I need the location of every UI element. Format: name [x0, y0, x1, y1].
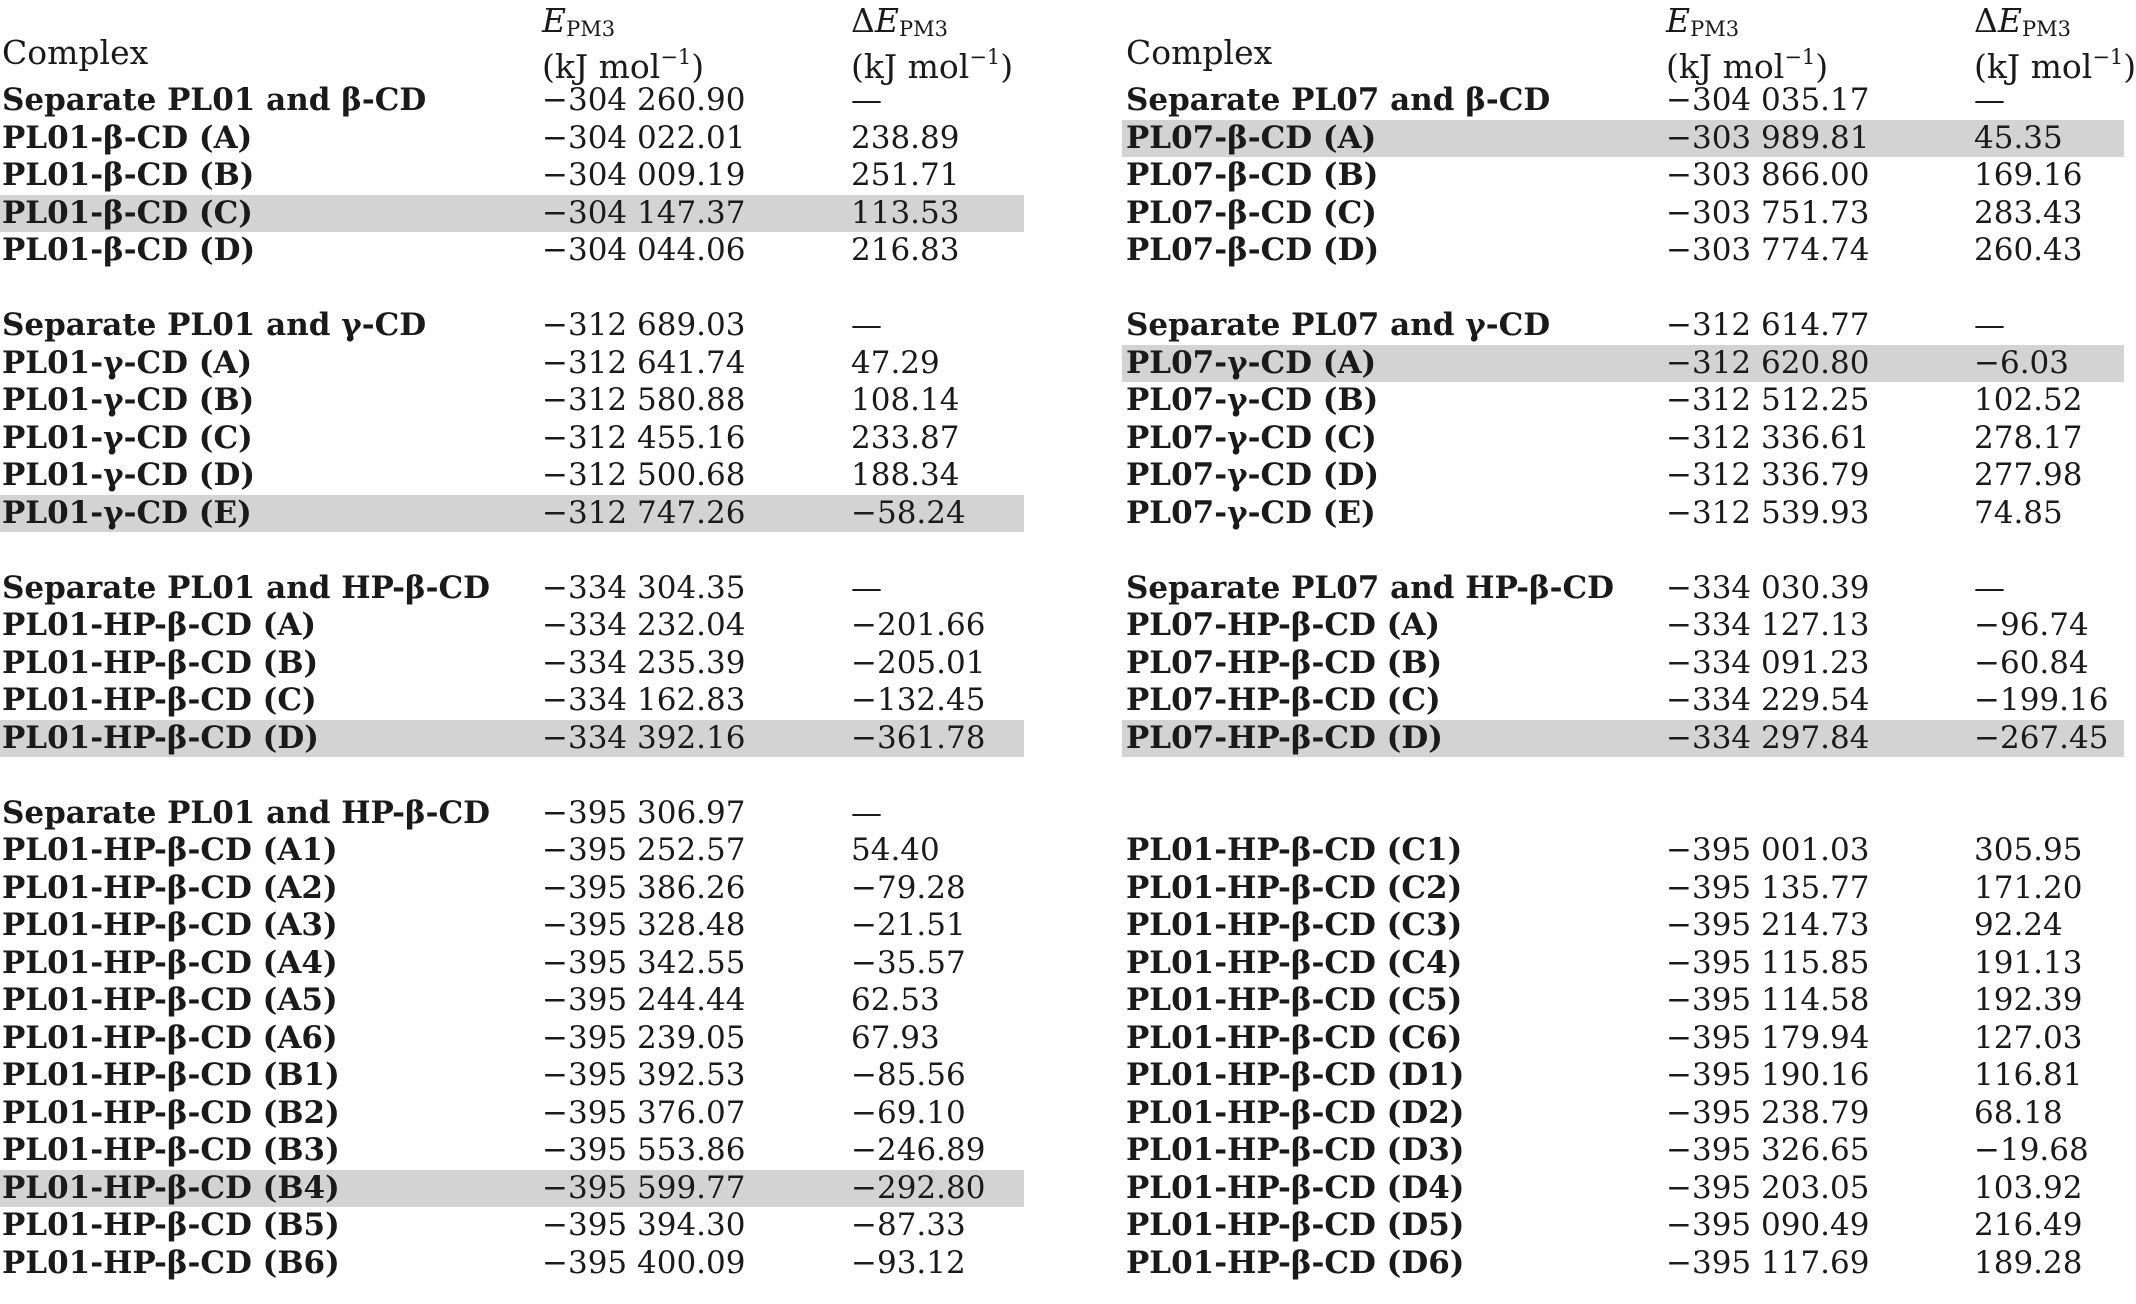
delta-e-pm3-cell: 45.35	[1974, 119, 2063, 156]
table-row	[0, 1170, 1024, 1208]
e-pm3-cell: −304 022.01	[542, 119, 746, 156]
header-delta-e-pm3-right	[1974, 2, 2136, 86]
e-pm3-cell: −395 400.09	[542, 1244, 746, 1281]
delta-e-pm3-cell: —	[851, 82, 882, 119]
e-pm3-cell: −304 147.37	[542, 194, 746, 231]
complex-name-cell: PL07-HP-β-CD (B)	[1126, 644, 1443, 681]
complex-name-cell: PL01-HP-β-CD (C2)	[1126, 869, 1463, 906]
table-row	[1122, 1245, 2124, 1283]
complex-name-cell: PL07-HP-β-CD (A)	[1126, 607, 1441, 644]
e-pm3-cell: −312 455.16	[542, 419, 746, 456]
e-pm3-cell: −303 751.73	[1666, 194, 1870, 231]
complex-name-cell: PL01-HP-β-CD (A6)	[2, 1019, 338, 1056]
table-row	[1122, 645, 2124, 683]
delta-e-pm3-cell: 188.34	[851, 457, 960, 494]
table-row	[0, 870, 1024, 908]
delta-e-pm3-cell: 102.52	[1974, 382, 2083, 419]
table-row	[0, 420, 1024, 458]
table-row	[0, 457, 1024, 495]
header-e-pm3-right	[1666, 2, 1828, 86]
delta-e-pm3-cell: 103.92	[1974, 1169, 2083, 1206]
delta-e-pm3-cell: 305.95	[1974, 832, 2083, 869]
e-pm3-cell: −395 376.07	[542, 1094, 746, 1131]
table-row	[0, 1057, 1024, 1095]
e-pm3-cell: −304 009.19	[542, 157, 746, 194]
delta-e-pm3-cell: −205.01	[851, 644, 986, 681]
complex-name-cell: PL01-HP-β-CD (B2)	[2, 1094, 340, 1131]
delta-e-pm3-cell: 216.83	[851, 232, 960, 269]
delta-e-pm3-cell: −267.45	[1974, 719, 2109, 756]
delta-e-pm3-cell: −199.16	[1974, 682, 2109, 719]
e-pm3-cell: −395 394.30	[542, 1207, 746, 1244]
delta-e-pm3-cell: —	[1974, 82, 2005, 119]
e-subscript: PM3	[566, 17, 616, 41]
delta-e-pm3-cell: 74.85	[1974, 494, 2063, 531]
table-row	[1122, 1132, 2124, 1170]
delta-e-pm3-cell: 192.39	[1974, 982, 2083, 1019]
e-pm3-cell: −334 235.39	[542, 644, 746, 681]
complex-name-cell: PL01-HP-β-CD (C6)	[1126, 1019, 1463, 1056]
complex-name-cell: PL01-β-CD (D)	[2, 232, 256, 269]
delta-e-pm3-cell: −21.51	[851, 907, 966, 944]
e-symbol: E	[1997, 1, 2022, 40]
e-pm3-cell: −312 689.03	[542, 307, 746, 344]
delta-e-pm3-cell: −96.74	[1974, 607, 2089, 644]
complex-name-cell: Separate PL07 and β-CD	[1126, 82, 1551, 119]
table-row	[1122, 195, 2124, 233]
delta-e-pm3-cell: —	[851, 307, 882, 344]
table-row	[0, 645, 1024, 683]
complex-name-cell: PL01-γ-CD (B)	[2, 382, 255, 419]
e-pm3-cell: −395 001.03	[1666, 832, 1870, 869]
e-symbol: E	[1666, 1, 1691, 40]
e-pm3-cell: −395 238.79	[1666, 1094, 1870, 1131]
table-row	[0, 195, 1024, 233]
complex-name-cell: PL01-HP-β-CD (C1)	[1126, 832, 1463, 869]
delta-e-pm3-cell: 260.43	[1974, 232, 2083, 269]
complex-name-cell: Separate PL01 and HP-β-CD	[2, 569, 491, 606]
delta-e-pm3-cell: —	[1974, 307, 2005, 344]
complex-name-cell: PL01-β-CD (C)	[2, 194, 253, 231]
delta-e-pm3-cell: −361.78	[851, 719, 986, 756]
e-pm3-cell: −334 127.13	[1666, 607, 1870, 644]
table-row	[1122, 82, 2124, 120]
table-row	[1122, 1170, 2124, 1208]
complex-name-cell: PL01-β-CD (A)	[2, 119, 253, 156]
e-pm3-cell: −312 580.88	[542, 382, 746, 419]
e-pm3-cell: −395 203.05	[1666, 1169, 1870, 1206]
complex-name-cell: PL07-HP-β-CD (C)	[1126, 682, 1441, 719]
e-pm3-cell: −395 135.77	[1666, 869, 1870, 906]
e-pm3-cell: −304 035.17	[1666, 82, 1870, 119]
e-pm3-cell: −312 500.68	[542, 457, 746, 494]
e-pm3-cell: −395 117.69	[1666, 1244, 1870, 1281]
table-row	[1122, 345, 2124, 383]
delta-e-pm3-cell: −19.68	[1974, 1132, 2089, 1169]
e-pm3-cell: −304 044.06	[542, 232, 746, 269]
table-row	[0, 345, 1024, 383]
delta-e-pm3-cell: —	[851, 794, 882, 831]
table-row	[0, 570, 1024, 608]
e-pm3-cell: −395 386.26	[542, 869, 746, 906]
table-row	[0, 1020, 1024, 1058]
complex-name-cell: PL01-HP-β-CD (D1)	[1126, 1057, 1465, 1094]
table-row	[1122, 157, 2124, 195]
e-pm3-cell: −334 392.16	[542, 719, 746, 756]
table-row	[0, 382, 1024, 420]
complex-name-cell: Separate PL01 and β-CD	[2, 82, 427, 119]
delta-e-pm3-cell: −93.12	[851, 1244, 966, 1281]
delta-e-pm3-cell: 68.18	[1974, 1094, 2063, 1131]
table-row	[1122, 832, 2124, 870]
table-row	[1122, 870, 2124, 908]
delta-e-pm3-cell: −292.80	[851, 1169, 986, 1206]
unit-open: (kJ mol	[1666, 47, 1785, 86]
complex-name-cell: PL01-HP-β-CD (D5)	[1126, 1207, 1465, 1244]
complex-name-cell: PL01-HP-β-CD (B3)	[2, 1132, 340, 1169]
table-row	[1122, 720, 2124, 758]
unit-open: (kJ mol	[1974, 47, 2093, 86]
e-pm3-cell: −395 244.44	[542, 982, 746, 1019]
unit-sup: −1	[660, 45, 692, 69]
delta-e-pm3-cell: −6.03	[1974, 344, 2069, 381]
complex-name-cell: Separate PL01 and HP-β-CD	[2, 794, 491, 831]
table-row	[0, 720, 1024, 758]
e-pm3-cell: −334 232.04	[542, 607, 746, 644]
e-pm3-cell: −303 774.74	[1666, 232, 1870, 269]
e-pm3-cell: −334 030.39	[1666, 569, 1870, 606]
complex-name-cell: PL07-β-CD (B)	[1126, 157, 1379, 194]
complex-name-cell: PL07-γ-CD (C)	[1126, 419, 1377, 456]
table-row	[1122, 420, 2124, 458]
delta-e-pm3-cell: 62.53	[851, 982, 940, 1019]
delta-e-pm3-cell: 251.71	[851, 157, 960, 194]
table-row	[0, 982, 1024, 1020]
table-row	[1122, 795, 2124, 833]
complex-name-cell: PL07-β-CD (C)	[1126, 194, 1377, 231]
delta-e-pm3-cell: 277.98	[1974, 457, 2083, 494]
delta-symbol: Δ	[851, 1, 875, 40]
e-pm3-cell: −312 512.25	[1666, 382, 1870, 419]
e-pm3-cell: −395 190.16	[1666, 1057, 1870, 1094]
delta-e-pm3-cell: −246.89	[851, 1132, 986, 1169]
table-row	[0, 1207, 1024, 1245]
e-pm3-cell: −312 614.77	[1666, 307, 1870, 344]
complex-name-cell: PL07-γ-CD (E)	[1126, 494, 1376, 531]
table-row	[0, 832, 1024, 870]
complex-name-cell: PL01-HP-β-CD (D6)	[1126, 1244, 1465, 1281]
complex-name-cell: PL01-HP-β-CD (D2)	[1126, 1094, 1465, 1131]
table-row	[0, 82, 1024, 120]
delta-e-pm3-cell: 169.16	[1974, 157, 2083, 194]
table-row	[0, 232, 1024, 270]
e-pm3-cell: −312 620.80	[1666, 344, 1870, 381]
complex-name-cell: PL07-γ-CD (D)	[1126, 457, 1380, 494]
table-row	[1122, 232, 2124, 270]
e-subscript: PM3	[898, 17, 948, 41]
header-complex-left: Complex	[2, 33, 149, 72]
unit-close: )	[1000, 47, 1014, 86]
complex-name-cell: PL07-β-CD (A)	[1126, 119, 1377, 156]
header-delta-e-pm3-left	[851, 2, 1013, 86]
table-row	[0, 1095, 1024, 1133]
e-pm3-cell: −395 599.77	[542, 1169, 746, 1206]
unit-open: (kJ mol	[542, 47, 661, 86]
complex-name-cell: Separate PL07 and γ-CD	[1126, 307, 1551, 344]
table-row	[1122, 307, 2124, 345]
table-row	[0, 795, 1024, 833]
delta-e-pm3-cell: −60.84	[1974, 644, 2089, 681]
table-row	[0, 1245, 1024, 1283]
delta-e-pm3-cell: −35.57	[851, 944, 966, 981]
complex-name-cell: PL01-HP-β-CD (B4)	[2, 1169, 340, 1206]
complex-name-cell: PL01-HP-β-CD (A)	[2, 607, 317, 644]
e-pm3-cell: −395 328.48	[542, 907, 746, 944]
complex-name-cell: PL01-HP-β-CD (B6)	[2, 1244, 340, 1281]
delta-e-pm3-cell: 67.93	[851, 1019, 940, 1056]
delta-symbol: Δ	[1974, 1, 1998, 40]
complex-name-cell: PL01-HP-β-CD (C)	[2, 682, 317, 719]
table-row	[0, 682, 1024, 720]
table-row	[1122, 907, 2124, 945]
delta-e-pm3-cell: 189.28	[1974, 1244, 2083, 1281]
unit-sup: −1	[1784, 45, 1816, 69]
delta-e-pm3-cell: 54.40	[851, 832, 940, 869]
table-row	[0, 907, 1024, 945]
delta-e-pm3-cell: −85.56	[851, 1057, 966, 1094]
delta-e-pm3-cell: 92.24	[1974, 907, 2063, 944]
e-pm3-cell: −395 306.97	[542, 794, 746, 831]
delta-e-pm3-cell: 233.87	[851, 419, 960, 456]
complex-name-cell: PL01-HP-β-CD (B)	[2, 644, 319, 681]
delta-e-pm3-cell: —	[851, 569, 882, 606]
e-pm3-cell: −395 114.58	[1666, 982, 1870, 1019]
delta-e-pm3-cell: −69.10	[851, 1094, 966, 1131]
e-pm3-cell: −312 539.93	[1666, 494, 1870, 531]
e-pm3-cell: −303 866.00	[1666, 157, 1870, 194]
table-row	[1122, 1095, 2124, 1133]
table-row	[1122, 382, 2124, 420]
complex-name-cell: PL01-HP-β-CD (D4)	[1126, 1169, 1465, 1206]
e-symbol: E	[542, 1, 567, 40]
table-row	[1122, 607, 2124, 645]
e-pm3-cell: −334 162.83	[542, 682, 746, 719]
e-pm3-cell: −312 747.26	[542, 494, 746, 531]
delta-e-pm3-cell: 127.03	[1974, 1019, 2083, 1056]
e-pm3-cell: −395 115.85	[1666, 944, 1870, 981]
complex-name-cell: PL01-β-CD (B)	[2, 157, 255, 194]
unit-close: )	[1815, 47, 1829, 86]
table-row	[0, 120, 1024, 158]
e-pm3-cell: −395 214.73	[1666, 907, 1870, 944]
complex-name-cell: Separate PL01 and γ-CD	[2, 307, 427, 344]
table-row	[1122, 457, 2124, 495]
complex-name-cell: PL01-HP-β-CD (A2)	[2, 869, 338, 906]
e-pm3-cell: −395 553.86	[542, 1132, 746, 1169]
table-row	[0, 495, 1024, 533]
table-row	[0, 945, 1024, 983]
complex-name-cell: PL07-β-CD (D)	[1126, 232, 1380, 269]
delta-e-pm3-cell: −58.24	[851, 494, 966, 531]
table-row	[1122, 120, 2124, 158]
delta-e-pm3-cell: 278.17	[1974, 419, 2083, 456]
delta-e-pm3-cell: 283.43	[1974, 194, 2083, 231]
table-row	[0, 607, 1024, 645]
complex-name-cell: PL01-HP-β-CD (A3)	[2, 907, 338, 944]
complex-name-cell: PL07-HP-β-CD (D)	[1126, 719, 1443, 756]
e-symbol: E	[874, 1, 899, 40]
e-pm3-cell: −334 297.84	[1666, 719, 1870, 756]
complex-name-cell: PL01-HP-β-CD (A4)	[2, 944, 338, 981]
delta-e-pm3-cell: −201.66	[851, 607, 986, 644]
e-pm3-cell: −312 336.79	[1666, 457, 1870, 494]
delta-e-pm3-cell: 116.81	[1974, 1057, 2083, 1094]
complex-name-cell: PL01-γ-CD (E)	[2, 494, 252, 531]
unit-close: )	[691, 47, 705, 86]
delta-e-pm3-cell: 238.89	[851, 119, 960, 156]
unit-sup: −1	[969, 45, 1001, 69]
unit-close: )	[2123, 47, 2136, 86]
e-pm3-cell: −312 336.61	[1666, 419, 1870, 456]
delta-e-pm3-cell: 171.20	[1974, 869, 2083, 906]
header-e-pm3-left	[542, 2, 704, 86]
complex-name-cell: PL01-HP-β-CD (C5)	[1126, 982, 1463, 1019]
complex-name-cell: PL01-γ-CD (D)	[2, 457, 256, 494]
delta-e-pm3-cell: 113.53	[851, 194, 960, 231]
table-row	[1122, 1020, 2124, 1058]
table-row	[1122, 945, 2124, 983]
e-pm3-cell: −304 260.90	[542, 82, 746, 119]
e-pm3-cell: −334 304.35	[542, 569, 746, 606]
table-row	[0, 307, 1024, 345]
complex-name-cell: PL01-HP-β-CD (D3)	[1126, 1132, 1465, 1169]
delta-e-pm3-cell: −87.33	[851, 1207, 966, 1244]
complex-name-cell: Separate PL07 and HP-β-CD	[1126, 569, 1615, 606]
table-row	[1122, 1057, 2124, 1095]
e-pm3-cell: −395 326.65	[1666, 1132, 1870, 1169]
delta-e-pm3-cell: —	[1974, 569, 2005, 606]
complex-name-cell: PL07-γ-CD (A)	[1126, 344, 1377, 381]
table-row	[0, 157, 1024, 195]
delta-e-pm3-cell: −132.45	[851, 682, 986, 719]
delta-e-pm3-cell: 108.14	[851, 382, 960, 419]
table-row	[1122, 1207, 2124, 1245]
complex-name-cell: PL07-γ-CD (B)	[1126, 382, 1379, 419]
e-pm3-cell: −395 239.05	[542, 1019, 746, 1056]
e-pm3-cell: −395 252.57	[542, 832, 746, 869]
complex-name-cell: PL01-HP-β-CD (C3)	[1126, 907, 1463, 944]
e-pm3-cell: −334 229.54	[1666, 682, 1870, 719]
e-pm3-cell: −395 392.53	[542, 1057, 746, 1094]
table-row	[1122, 682, 2124, 720]
unit-sup: −1	[2092, 45, 2124, 69]
complex-name-cell: PL01-HP-β-CD (C4)	[1126, 944, 1463, 981]
delta-e-pm3-cell: 47.29	[851, 344, 940, 381]
e-subscript: PM3	[2021, 17, 2071, 41]
complex-name-cell: PL01-HP-β-CD (B1)	[2, 1057, 340, 1094]
e-pm3-cell: −395 179.94	[1666, 1019, 1870, 1056]
complex-name-cell: PL01-γ-CD (A)	[2, 344, 253, 381]
complex-name-cell: PL01-γ-CD (C)	[2, 419, 253, 456]
header-complex-right: Complex	[1126, 33, 1273, 72]
unit-open: (kJ mol	[851, 47, 970, 86]
e-pm3-cell: −334 091.23	[1666, 644, 1870, 681]
e-pm3-cell: −395 090.49	[1666, 1207, 1870, 1244]
e-pm3-cell: −303 989.81	[1666, 119, 1870, 156]
delta-e-pm3-cell: −79.28	[851, 869, 966, 906]
e-pm3-cell: −312 641.74	[542, 344, 746, 381]
e-subscript: PM3	[1690, 17, 1740, 41]
delta-e-pm3-cell: 216.49	[1974, 1207, 2083, 1244]
complex-name-cell: PL01-HP-β-CD (B5)	[2, 1207, 340, 1244]
delta-e-pm3-cell: 191.13	[1974, 944, 2083, 981]
complex-name-cell: PL01-HP-β-CD (A1)	[2, 832, 338, 869]
complex-name-cell: PL01-HP-β-CD (A5)	[2, 982, 338, 1019]
table-row	[1122, 495, 2124, 533]
e-pm3-cell: −395 342.55	[542, 944, 746, 981]
table-row	[1122, 570, 2124, 608]
table-row	[0, 1132, 1024, 1170]
complex-name-cell: PL01-HP-β-CD (D)	[2, 719, 319, 756]
table-row	[1122, 982, 2124, 1020]
